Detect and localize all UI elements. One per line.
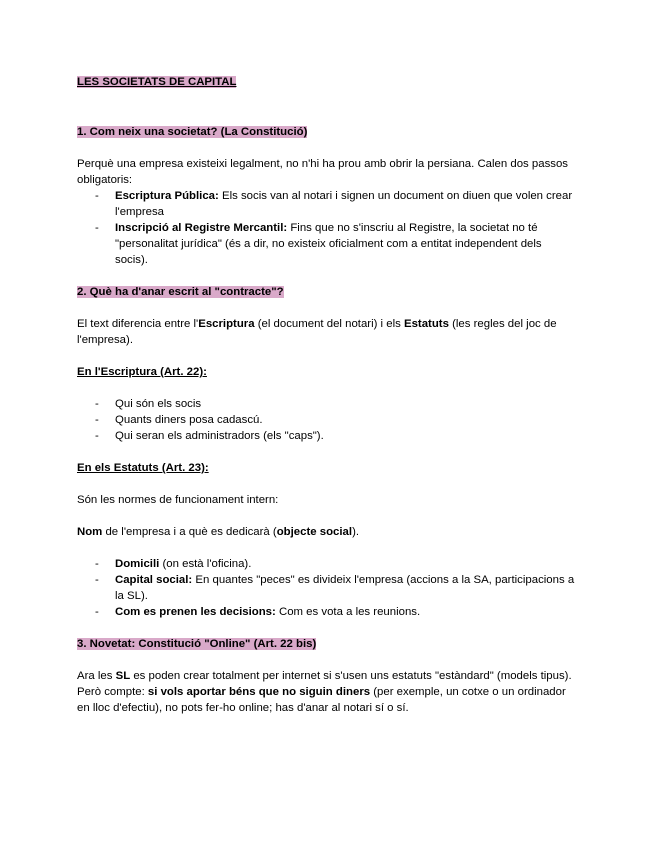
estatuts-list (77, 556, 577, 620)
list-item: - Quants diners posa cadascú. (77, 412, 577, 428)
list-item-text: Fins que no s'inscriu al Registre, la societat no té "personalitat jurídica" (és a dir, no existeix oficialment com a entitat independent dels socis). (115, 222, 542, 266)
section-1-intro: Perquè una empresa existeixi legalment, no n'hi ha prou amb obrir la persiana. Calen dos passos obligatoris: (77, 158, 568, 186)
list-item (77, 604, 577, 620)
list-item-term: Escriptura Pública: (115, 190, 219, 202)
list-item-term: Inscripció al Registre Mercantil: (115, 222, 288, 234)
section-2-intro: El text diferencia entre l'Escriptura (el document del notari) i els Estatuts (les regles del joc de l'empresa). (77, 318, 557, 346)
section-3-heading-line (77, 636, 577, 652)
estatuts-intro: Són les normes de funcionament intern: (77, 494, 279, 506)
list-item: - Qui seran els administradors (els "caps"). (77, 428, 577, 444)
list-item-term: Capital social: (115, 574, 193, 586)
list-item-text: (on està l'oficina). (159, 558, 252, 570)
document-title-line (77, 74, 577, 90)
section-1-heading-line (77, 124, 577, 140)
document-page (77, 74, 577, 716)
list-item-text: Els socis van al notari i signen un document on diuen que volen crear l'empresa (115, 190, 573, 218)
estatuts-heading: En els Estatuts (Art. 23): (77, 462, 209, 474)
nom-paragraph: Nom de l'empresa i a què es dedicarà (objecte social). (77, 526, 360, 538)
escriptura-heading: En l'Escriptura (Art. 22): (77, 366, 207, 378)
section-2-heading: 2. Què ha d'anar escrit al "contracte"? (77, 286, 284, 298)
list-item-term: Domicili (115, 558, 160, 570)
list-item-text: En quantes "peces" es divideix l'empresa (accions a la SA, participacions a la SL). (115, 574, 575, 602)
document-title: LES SOCIETATS DE CAPITAL (77, 76, 237, 88)
section-1-list (77, 188, 577, 268)
list-item (77, 572, 577, 604)
list-item (77, 220, 577, 268)
list-item: - Qui són els socis (77, 396, 577, 412)
escriptura-list (77, 396, 577, 444)
list-item-text: Com es vota a les reunions. (275, 606, 421, 618)
section-1-heading: 1. Com neix una societat? (La Constitució) (77, 126, 308, 138)
section-2-heading-line (77, 284, 577, 300)
list-item-term: Com es prenen les decisions: (115, 606, 276, 618)
section-3-paragraph: Ara les SL es poden crear totalment per internet si s'usen uns estatuts "estàndard" (models tipus). Però compte: si vols aportar béns que no siguin diners (per exemple, un cotxe o un ordinador en lloc d'efectiu), no pots fer-ho online; has d'anar al notari sí o sí. (77, 670, 572, 714)
list-item (77, 188, 577, 220)
list-item (77, 556, 577, 572)
section-3-heading: 3. Novetat: Constitució "Online" (Art. 22 bis) (77, 638, 317, 650)
